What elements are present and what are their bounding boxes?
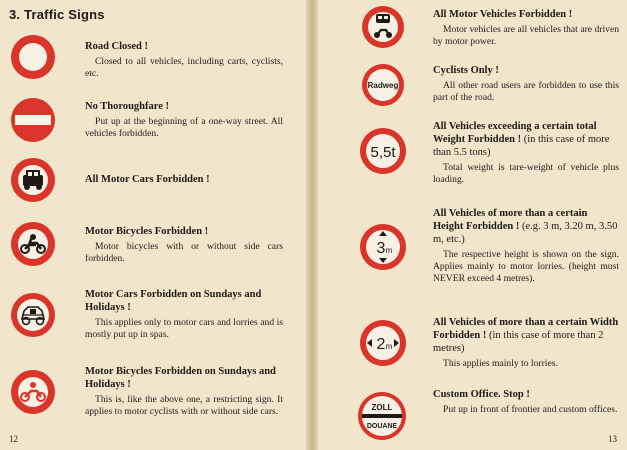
entry-title: Motor Bicycles Forbidden on Sundays and Holidays ! [85,366,276,390]
cyclists-only-sign-icon [360,62,406,108]
entry-title [433,316,619,355]
entry-body: Put up at the beginning of a one-way street. All vehicles forbidden. [85,116,283,139]
weight-sign-text: 5,5t [370,144,396,161]
entry-body: This applies mainly to lorries. [443,358,558,369]
entry-body: Total weight is tare-weight of vehicle plus loading. [433,162,619,185]
left-page [0,0,306,450]
entry-title: Custom Office. Stop ! [433,389,530,400]
book-gutter [306,0,318,450]
title-main: All Vehicles exceeding a certain total Weight Forbidden ! [433,121,597,145]
title-extra: (e.g. 3 m, 3.20 m, 3.50 m, etc.) [433,221,618,245]
entry-customs-office [433,388,619,416]
cyclists-sign-text: Radweg [367,81,399,90]
entry-cyclists-only [433,64,619,104]
no-motor-vehicles-sign-icon [360,4,406,50]
customs-stop-sign-icon [356,390,408,442]
entry-no-cars-sundays [85,288,283,341]
entry-body: All other road users are forbidden to use this part of the road. [433,80,619,103]
width-limit-sign-icon [358,318,408,368]
entry-body: Put up in front of frontier and custom offices. [443,404,618,415]
road-closed-sign-icon [9,33,57,81]
entry-no-motorcycles [85,225,283,265]
entry-title: Motor Cars Forbidden on Sundays and Holidays ! [85,289,262,313]
entry-body: This is, like the above one, a restricting sign. It applies to motor cyclists with or without side cars. [85,394,283,417]
section-title: 3. Traffic Signs [9,7,105,22]
entry-body: The respective height is shown on the sign. Applies mainly to motor lorries. (height must NEVER exceed 4 metres). [433,249,619,284]
title-extra: (in this case of more than 2 metres) [433,330,604,354]
customs-sign-bottom: DOUANE [366,423,398,430]
entry-width-limit [433,316,619,370]
entry-body: Motor vehicles are all vehicles that are driven by motor power. [433,24,619,47]
entry-no-motorcycles-sundays [85,365,283,418]
entry-no-motor-cars [85,173,283,186]
height-limit-sign-icon [358,222,408,272]
height-sign-number: 3 [376,240,386,257]
entry-title: No Thoroughfare ! [85,101,170,112]
entry-no-motor-vehicles [433,8,619,48]
weight-limit-sign-icon [358,126,408,176]
title-main: All Vehicles of more than a certain Width Forbidden ! [433,317,619,341]
no-cars-sundays-sign-icon [9,291,57,339]
entry-title [433,207,619,246]
customs-sign-top: ZOLL [371,403,393,412]
title-extra: (in this case of more than 5.5 tons) [433,134,610,158]
entry-road-closed [85,40,283,80]
entry-title: Motor Bicycles Forbidden ! [85,226,209,237]
width-sign-number: 2 [376,336,386,353]
entry-title: Road Closed ! [85,41,149,52]
entry-body: This applies only to motor cars and lorries and is mostly put up in spas. [85,317,283,340]
height-sign-unit: m [385,246,393,255]
page-number: 13 [608,434,617,444]
entry-weight-limit [433,120,619,186]
width-sign-unit: m [385,342,393,351]
no-motorcycles-sign-icon [9,220,57,268]
no-entry-sign-icon [9,96,57,144]
entry-no-thoroughfare [85,100,283,140]
no-motor-cars-sign-icon [9,156,57,204]
page-number: 12 [9,434,18,444]
entry-body: Motor bicycles with or without side cars forbidden. [85,241,283,264]
entry-title: All Motor Cars Forbidden ! [85,174,210,185]
entry-height-limit [433,207,619,285]
entry-title [433,120,619,159]
title-main: All Vehicles of more than a certain Height Forbidden ! [433,208,588,232]
entry-title: Cyclists Only ! [433,65,499,76]
right-page [318,0,627,450]
entry-title: All Motor Vehicles Forbidden ! [433,9,573,20]
entry-body: Closed to all vehicles, including carts, cyclists, etc. [85,56,283,79]
no-motorcycles-sundays-sign-icon [9,368,57,416]
